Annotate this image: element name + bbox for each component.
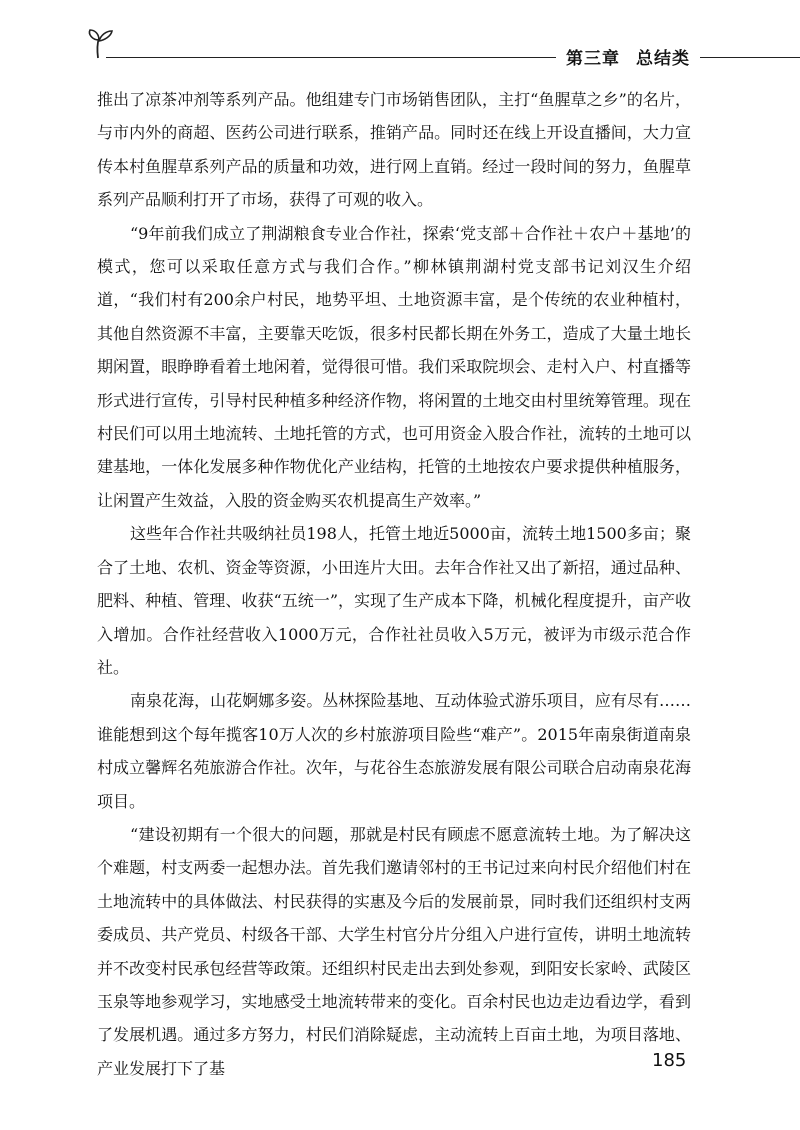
paragraph-5: “建设初期有一个很大的问题，那就是村民有顾虑不愿意流转土地。为了解决这个难题，村支两委一起想办法。首先我们邀请邻村的王书记过来向村民介绍他们村在土地流转中的具体做法、村民获得的实惠及今后的发展前景，同时我们还组织村支两委成员、共产党员、村级各干部、大学生村官分片分组入户进行宣传，讲明土地流转并不改变村民承包经营等政策。还组织村民走出去到处参观，到阳安长家岭、武陵区玉泉等地参观学习，实地感受土地流转带来的变化。百余村民也边走边看边学，看到了发展机遇。通过多方努力，村民们消除疑虑，主动流转上百亩土地，为项目落地、产业发展打下了基 <box>97 824 691 1078</box>
chapter-number: 第三章 <box>566 49 620 69</box>
page-number: 185 <box>652 1050 687 1071</box>
paragraph-2: “9年前我们成立了荆湖粮食专业合作社，探索‘党支部＋合作社＋农户＋基地’的模式，您可以采取任意方式与我们合作。”柳林镇荆湖村党支部书记刘汉生介绍道，“我们村有200余户村民，地势平坦、土地资源丰富，是个传统的农业种植村，其他自然资源不丰富，主要靠天吃饭，很多村民都长期在外务工，造成了大量土地长期闲置，眼睁睁看着土地闲着，觉得很可惜。我们采取院坝会、走村入户、村直播等形式进行宣传，引导村民种植多种经济作物，将闲置的土地交由村里统筹管理。现在村民们可以用土地流转、土地托管的方式，也可用资金入股合作社，流转的土地可以建基地，一体化发展多种作物优化产业结构，托管的土地按农户要求提供种植服务，让闲置产生效益，入股的资金购买农机提高生产效率。” <box>97 223 691 510</box>
body-text <box>97 83 691 1085</box>
chapter-category: 总结类 <box>636 49 690 69</box>
paragraph-4: 南泉花海，山花婀娜多姿。丛林探险基地、互动体验式游乐项目，应有尽有……谁能想到这个每年揽客10万人次的乡村旅游项目险些“难产”。2015年南泉街道南泉村成立馨辉名苑旅游合作社。次年，与花谷生态旅游发展有限公司联合启动南泉花海项目。 <box>97 691 691 811</box>
chapter-title <box>566 44 690 69</box>
header-rule-left <box>106 57 556 58</box>
sprout-icon <box>86 28 116 60</box>
paragraph-1: 推出了凉茶冲剂等系列产品。他组建专门市场销售团队，主打“鱼腥草之乡”的名片，与市内外的商超、医药公司进行联系，推销产品。同时还在线上开设直播间，大力宣传本村鱼腥草系列产品的质量和功效，进行网上直销。经过一段时间的努力，鱼腥草系列产品顺利打开了市场，获得了可观的收入。 <box>97 90 691 210</box>
running-header <box>0 0 800 80</box>
header-rule-right <box>700 57 800 58</box>
paragraph-3: 这些年合作社共吸纳社员198人，托管土地近5000亩，流转土地1500多亩；聚合了土地、农机、资金等资源，小田连片大田。去年合作社又出了新招，通过品种、肥料、种植、管理、收获“五统一”，实现了生产成本下降，机械化程度提升，亩产收入增加。合作社经营收入1000万元，合作社社员收入5万元，被评为市级示范合作社。 <box>97 524 691 677</box>
